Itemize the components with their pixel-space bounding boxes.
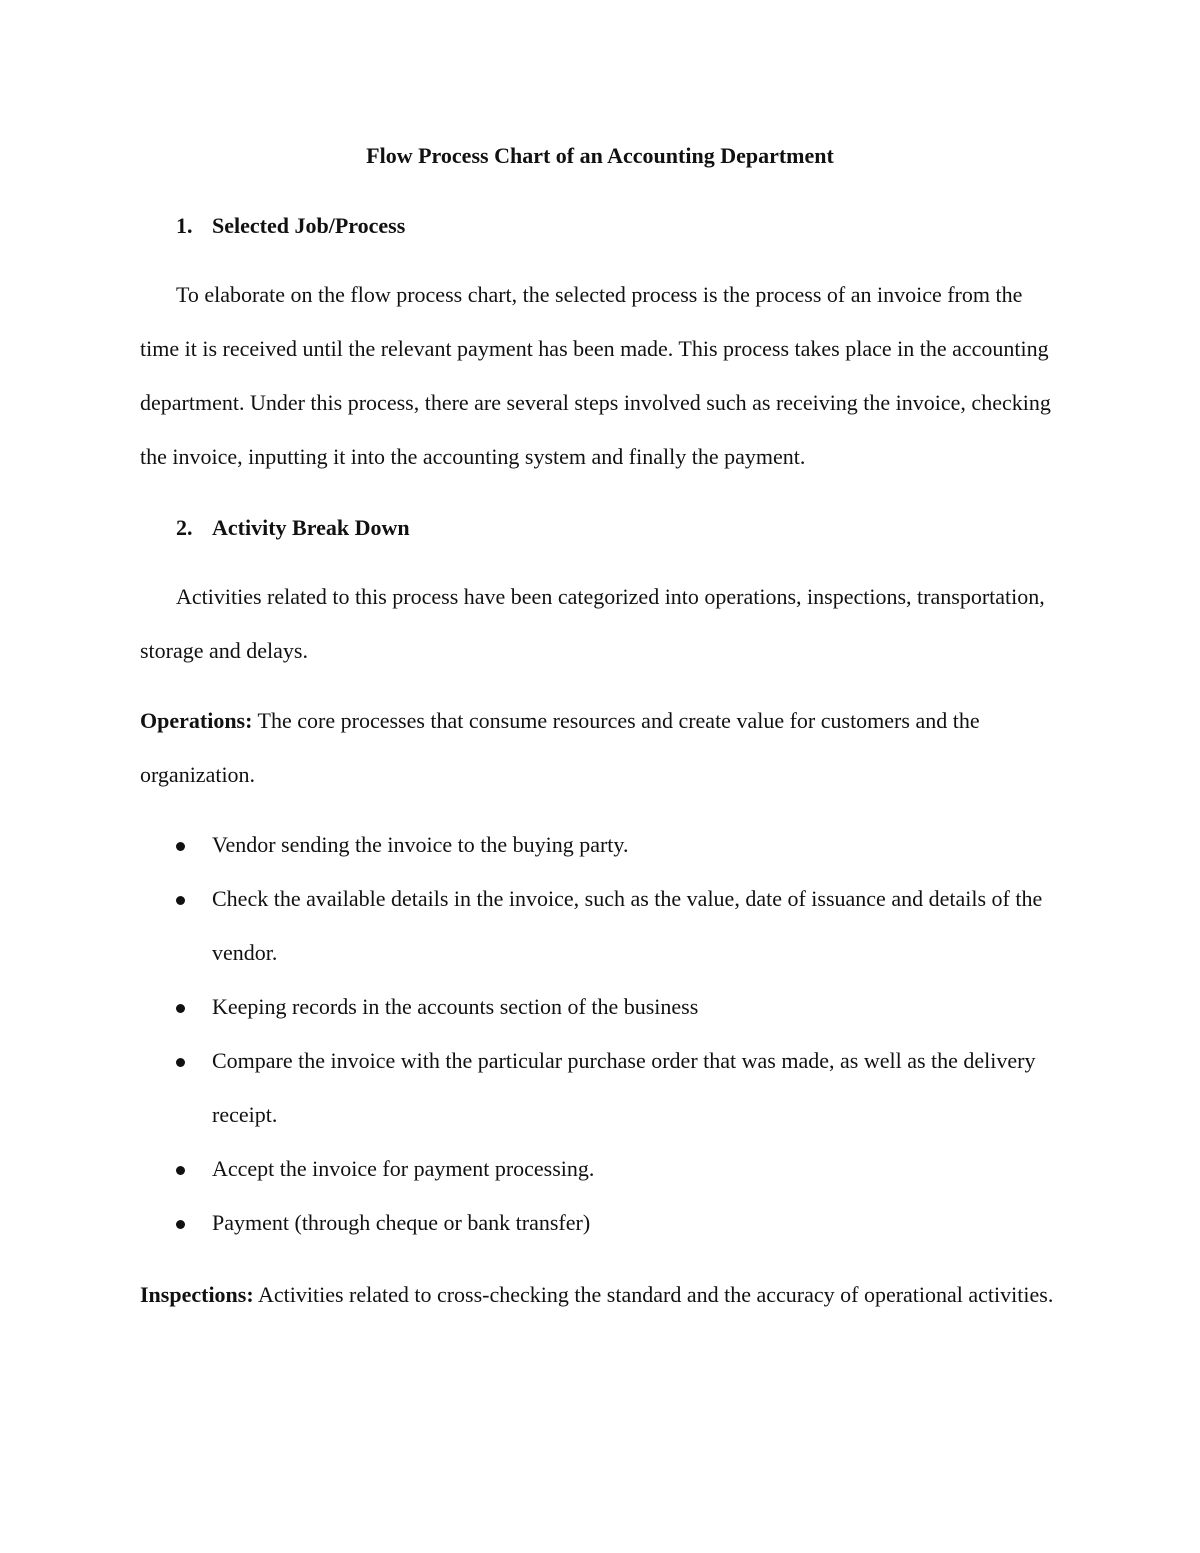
list-item (140, 1196, 1060, 1250)
operations-text: The core processes that consume resources and create value for customers and the organization. (140, 708, 980, 787)
inspections-text: Activities related to cross-checking the standard and the accuracy of operational activities. (253, 1282, 1054, 1307)
section-heading-1 (176, 210, 405, 242)
section-number-1: 1. (176, 213, 193, 238)
list-item (140, 1142, 1060, 1196)
list-item-text: Vendor sending the invoice to the buying party. (212, 832, 629, 857)
section-heading-2 (176, 512, 410, 544)
bullet-icon (176, 1220, 185, 1229)
bullet-icon (176, 842, 185, 851)
list-item (140, 980, 1060, 1034)
section-paragraph-2: Activities related to this process have been categorized into operations, inspections, transportation, storage and delays. (140, 584, 1045, 663)
inspections-paragraph (140, 1268, 1060, 1322)
list-item-text: Payment (through cheque or bank transfer) (212, 1210, 591, 1235)
list-item (140, 1034, 1060, 1142)
section-number-2: 2. (176, 515, 193, 540)
section-heading-text-2: Activity Break Down (212, 515, 410, 540)
section-paragraph-1: To elaborate on the flow process chart, the selected process is the process of an invoice from the time it is received until the relevant payment has been made. This process takes place in the accounting department. Under this process, there are several steps involved such as receiving the invoice, checking the invoice, inputting it into the accounting system and finally the payment. (140, 282, 1051, 469)
operations-bullet-list (140, 818, 1060, 1250)
list-item-text: Accept the invoice for payment processing. (212, 1156, 595, 1181)
operations-paragraph (140, 694, 1060, 802)
list-item-text: Compare the invoice with the particular purchase order that was made, as well as the delivery receipt. (212, 1048, 1036, 1127)
document-title: Flow Process Chart of an Accounting Department (366, 143, 834, 168)
section-heading-text-1: Selected Job/Process (212, 213, 406, 238)
list-item-text: Keeping records in the accounts section of the business (212, 994, 699, 1019)
bullet-icon (176, 1004, 185, 1013)
list-item (140, 818, 1060, 872)
list-item-text: Check the available details in the invoice, such as the value, date of issuance and details of the vendor. (212, 886, 1043, 965)
inspections-label: Inspections: (140, 1282, 254, 1307)
bullet-icon (176, 1166, 185, 1175)
bullet-icon (176, 896, 185, 905)
list-item (140, 872, 1060, 980)
bullet-icon (176, 1058, 185, 1067)
operations-label: Operations: (140, 708, 253, 733)
